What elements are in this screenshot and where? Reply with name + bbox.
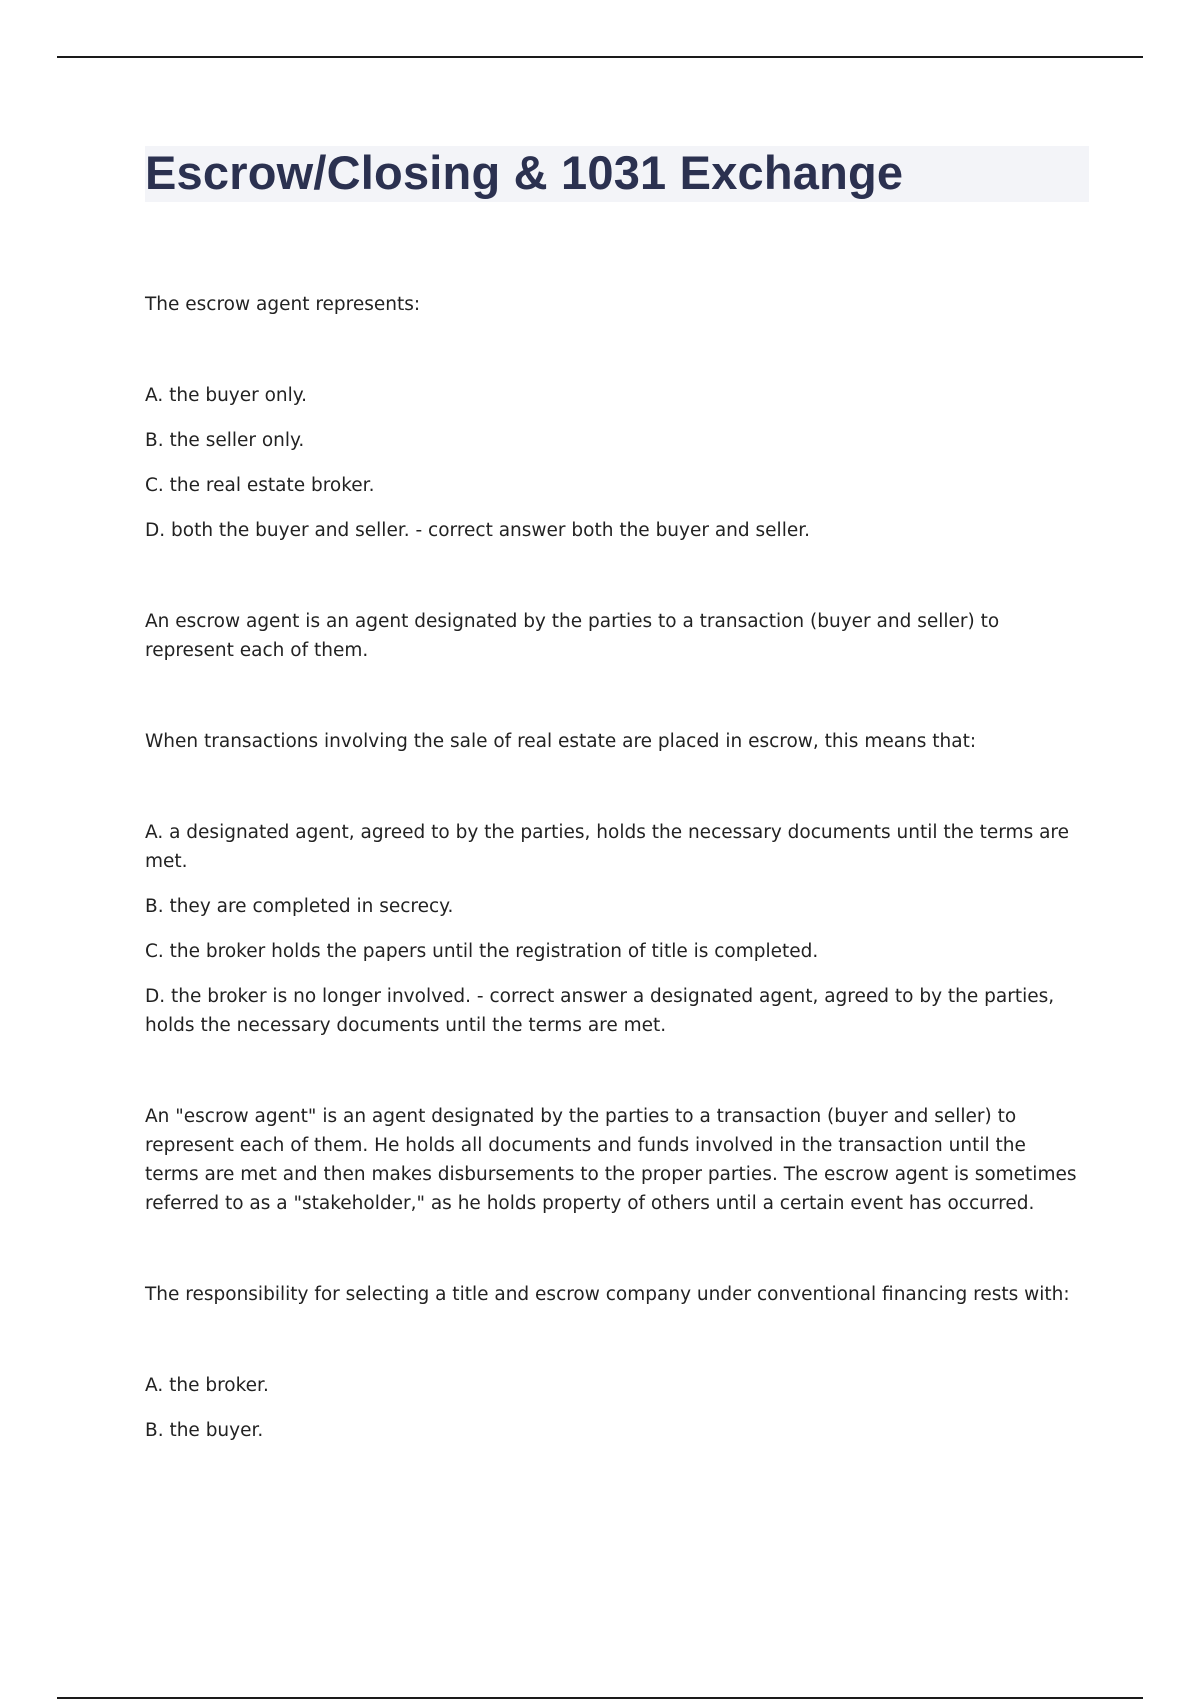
answer-explanation: An "escrow agent" is an agent designated by the parties to a transaction (buyer and seller) to represent each of them. He holds all documents and funds involved in the transaction until the terms are met and then makes disbursements to the proper parties. The escrow agent is sometimes referred to as a "stakeholder," as he holds property of others until a certain event has occurred. — [145, 1106, 1077, 1214]
answer-option: B. the buyer. — [145, 1420, 264, 1441]
answer-option: B. the seller only. — [145, 430, 305, 451]
question-prompt: When transactions involving the sale of real estate are placed in escrow, this means that: — [145, 731, 977, 752]
answer-explanation: An escrow agent is an agent designated by the parties to a transaction (buyer and seller) to represent each of them. — [145, 611, 1000, 661]
header-rule — [57, 56, 1143, 58]
question-block — [145, 727, 1085, 1218]
answer-option: A. a designated agent, agreed to by the parties, holds the necessary documents until the terms are met. — [145, 822, 1070, 872]
answer-option-with-correct-answer: D. the broker is no longer involved. - correct answer a designated agent, agreed to by the parties, holds the necessary documents until the terms are met. — [145, 986, 1055, 1036]
answer-option: C. the real estate broker. — [145, 475, 375, 496]
footer-rule — [57, 1697, 1143, 1699]
question-prompt: The escrow agent represents: — [145, 294, 421, 315]
answer-option: C. the broker holds the papers until the registration of title is completed. — [145, 941, 819, 962]
answer-option: A. the broker. — [145, 1375, 269, 1396]
question-block — [145, 290, 1085, 665]
question-prompt: The responsibility for selecting a title and escrow company under conventional financing rests with: — [145, 1284, 1070, 1305]
document-title: Escrow/Closing & 1031 Exchange — [145, 146, 904, 199]
question-block — [145, 1280, 1085, 1445]
answer-option: B. they are completed in secrecy. — [145, 896, 454, 917]
answer-option-with-correct-answer: D. both the buyer and seller. - correct answer both the buyer and seller. — [145, 520, 811, 541]
document-body — [145, 290, 1085, 1461]
answer-option: A. the buyer only. — [145, 385, 307, 406]
